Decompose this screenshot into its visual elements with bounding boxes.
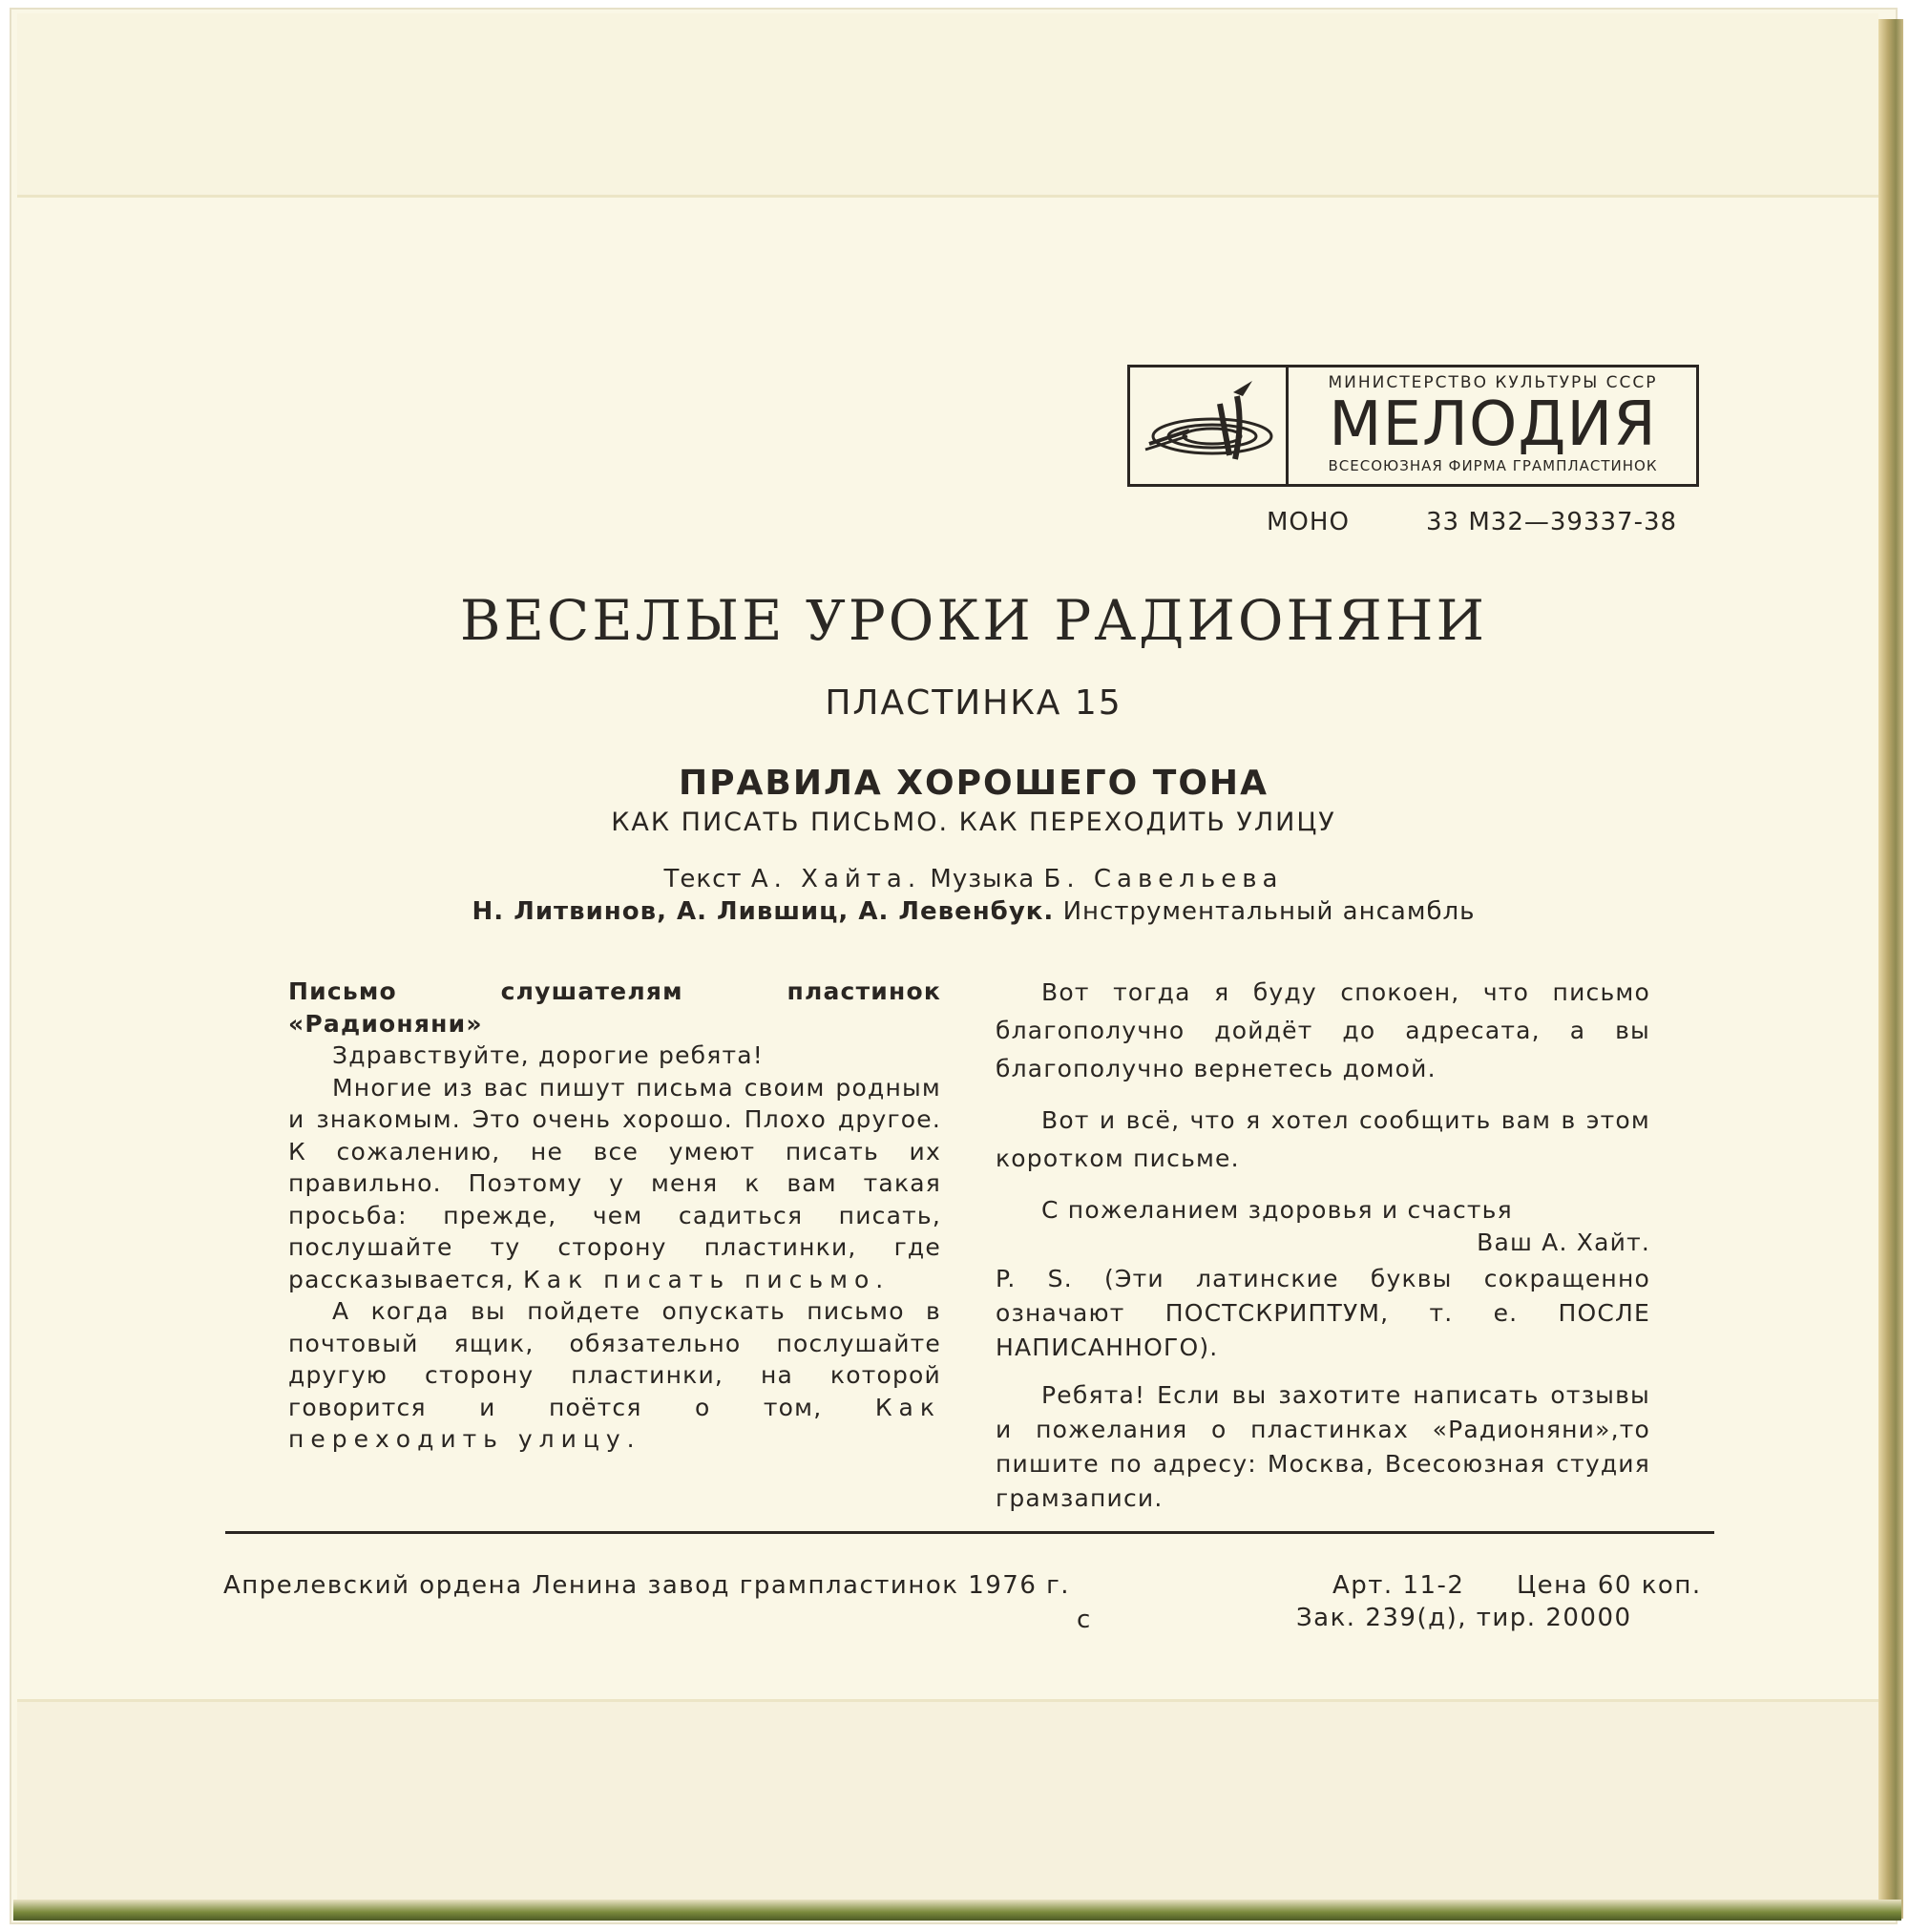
ensemble: Инструментальный ансамбль (1062, 897, 1476, 926)
logo-brand-name: МЕЛОДИЯ (1329, 389, 1657, 460)
catalog-format: МОНО (1267, 508, 1350, 536)
letter-paragraph (288, 1295, 941, 1456)
sleeve-top-flap (17, 13, 1878, 198)
credits-line (286, 865, 1661, 893)
letter-greeting: Здравствуйте, дорогие ребята! (332, 1041, 765, 1069)
record-sleeve-back (10, 8, 1898, 1924)
letter-heading: Письмо слушателям пластинок «Радионяни» (288, 977, 941, 1038)
catalog-number: 33 М32—39337-38 (1426, 508, 1678, 536)
letter-signature: Ваш А. Хайт. (1477, 1228, 1650, 1256)
performer-names: Н. Литвинов, А. Лившиц, А. Левенбук. (472, 897, 1055, 926)
letter-closing: С пожеланием здоровья и счастья (1041, 1196, 1513, 1224)
text-author: А. Хайта. (750, 865, 922, 893)
letter-text: А когда вы пойдете опускать письмо в почтовый ящик, обязательно послушайте другую сторону пластинки, на которой говорится и поётся о том, (288, 1297, 941, 1421)
side-title-2: Как переходить улицу. (288, 1393, 941, 1453)
melodiya-logo (1127, 365, 1699, 487)
sleeve-right-edge (1878, 19, 1903, 1919)
logo-company-text: ВСЕСОЮЗНАЯ ФИРМА ГРАМПЛАСТИНОК (1328, 457, 1658, 474)
letter-paragraph: Вот и всё, что я хотел сообщить вам в этом коротком письме. (996, 1106, 1650, 1172)
melodiya-emblem-icon (1130, 368, 1289, 484)
order-info: Зак. 239(д), тир. 20000 (1296, 1604, 1632, 1632)
side-title-1: Как писать письмо. (523, 1265, 891, 1293)
record-heading: ПРАВИЛА ХОРОШЕГО ТОНА (679, 764, 1269, 803)
record-subheading: КАК ПИСАТЬ ПИСЬМО. КАК ПЕРЕХОДИТЬ УЛИЦУ (611, 808, 1336, 837)
article-number: Арт. 11-2 (1332, 1571, 1465, 1600)
performers-line (286, 897, 1661, 926)
price: Цена 60 коп. (1517, 1571, 1702, 1600)
letter-paragraph (288, 1072, 941, 1296)
footer-mark: с (1077, 1606, 1092, 1634)
music-label: Музыка (930, 865, 1036, 893)
text-label: Текст (663, 865, 743, 893)
letter-right-column (996, 974, 1650, 1516)
logo-ministry-text: МИНИСТЕРСТВО КУЛЬТУРЫ СССР (1328, 373, 1658, 392)
footer-divider (225, 1531, 1714, 1534)
letter-text: Многие из вас пишут письма своим родным и знакомым. Это очень хорошо. Плохо другое. К сожалению, не все умеют писать их правильно. Поэтому у меня к вам такая просьба: прежде, чем садиться писать, послушайте ту сторону пластинки, где рассказывается, (288, 1073, 941, 1293)
sleeve-bottom-edge (13, 1900, 1901, 1921)
music-author: Б. Савельева (1043, 865, 1284, 893)
letter-left-column (288, 976, 941, 1456)
manufacturer: Апрелевский ордена Ленина завод грампластинок 1976 г. (223, 1571, 1071, 1600)
record-number: ПЛАСТИНКА 15 (825, 683, 1122, 723)
letter-paragraph: Вот тогда я буду спокоен, что письмо благополучно дойдёт до адресата, а вы благополучно вернетесь домой. (996, 978, 1650, 1082)
letter-postscript: P. S. (Эти латинские буквы сокращенно означают ПОСТСКРИПТУМ, т. е. ПОСЛЕ НАПИСАННОГО). (996, 1265, 1650, 1361)
sleeve-bottom-flap (17, 1699, 1878, 1902)
album-title: ВЕСЕЛЫЕ УРОКИ РАДИОНЯНИ (459, 588, 1488, 653)
letter-address: Ребята! Если вы захотите написать отзывы и пожелания о пластинках «Радионяни»,то пишите по адресу: Москва, Всесоюзная студия грамзаписи. (996, 1381, 1650, 1512)
